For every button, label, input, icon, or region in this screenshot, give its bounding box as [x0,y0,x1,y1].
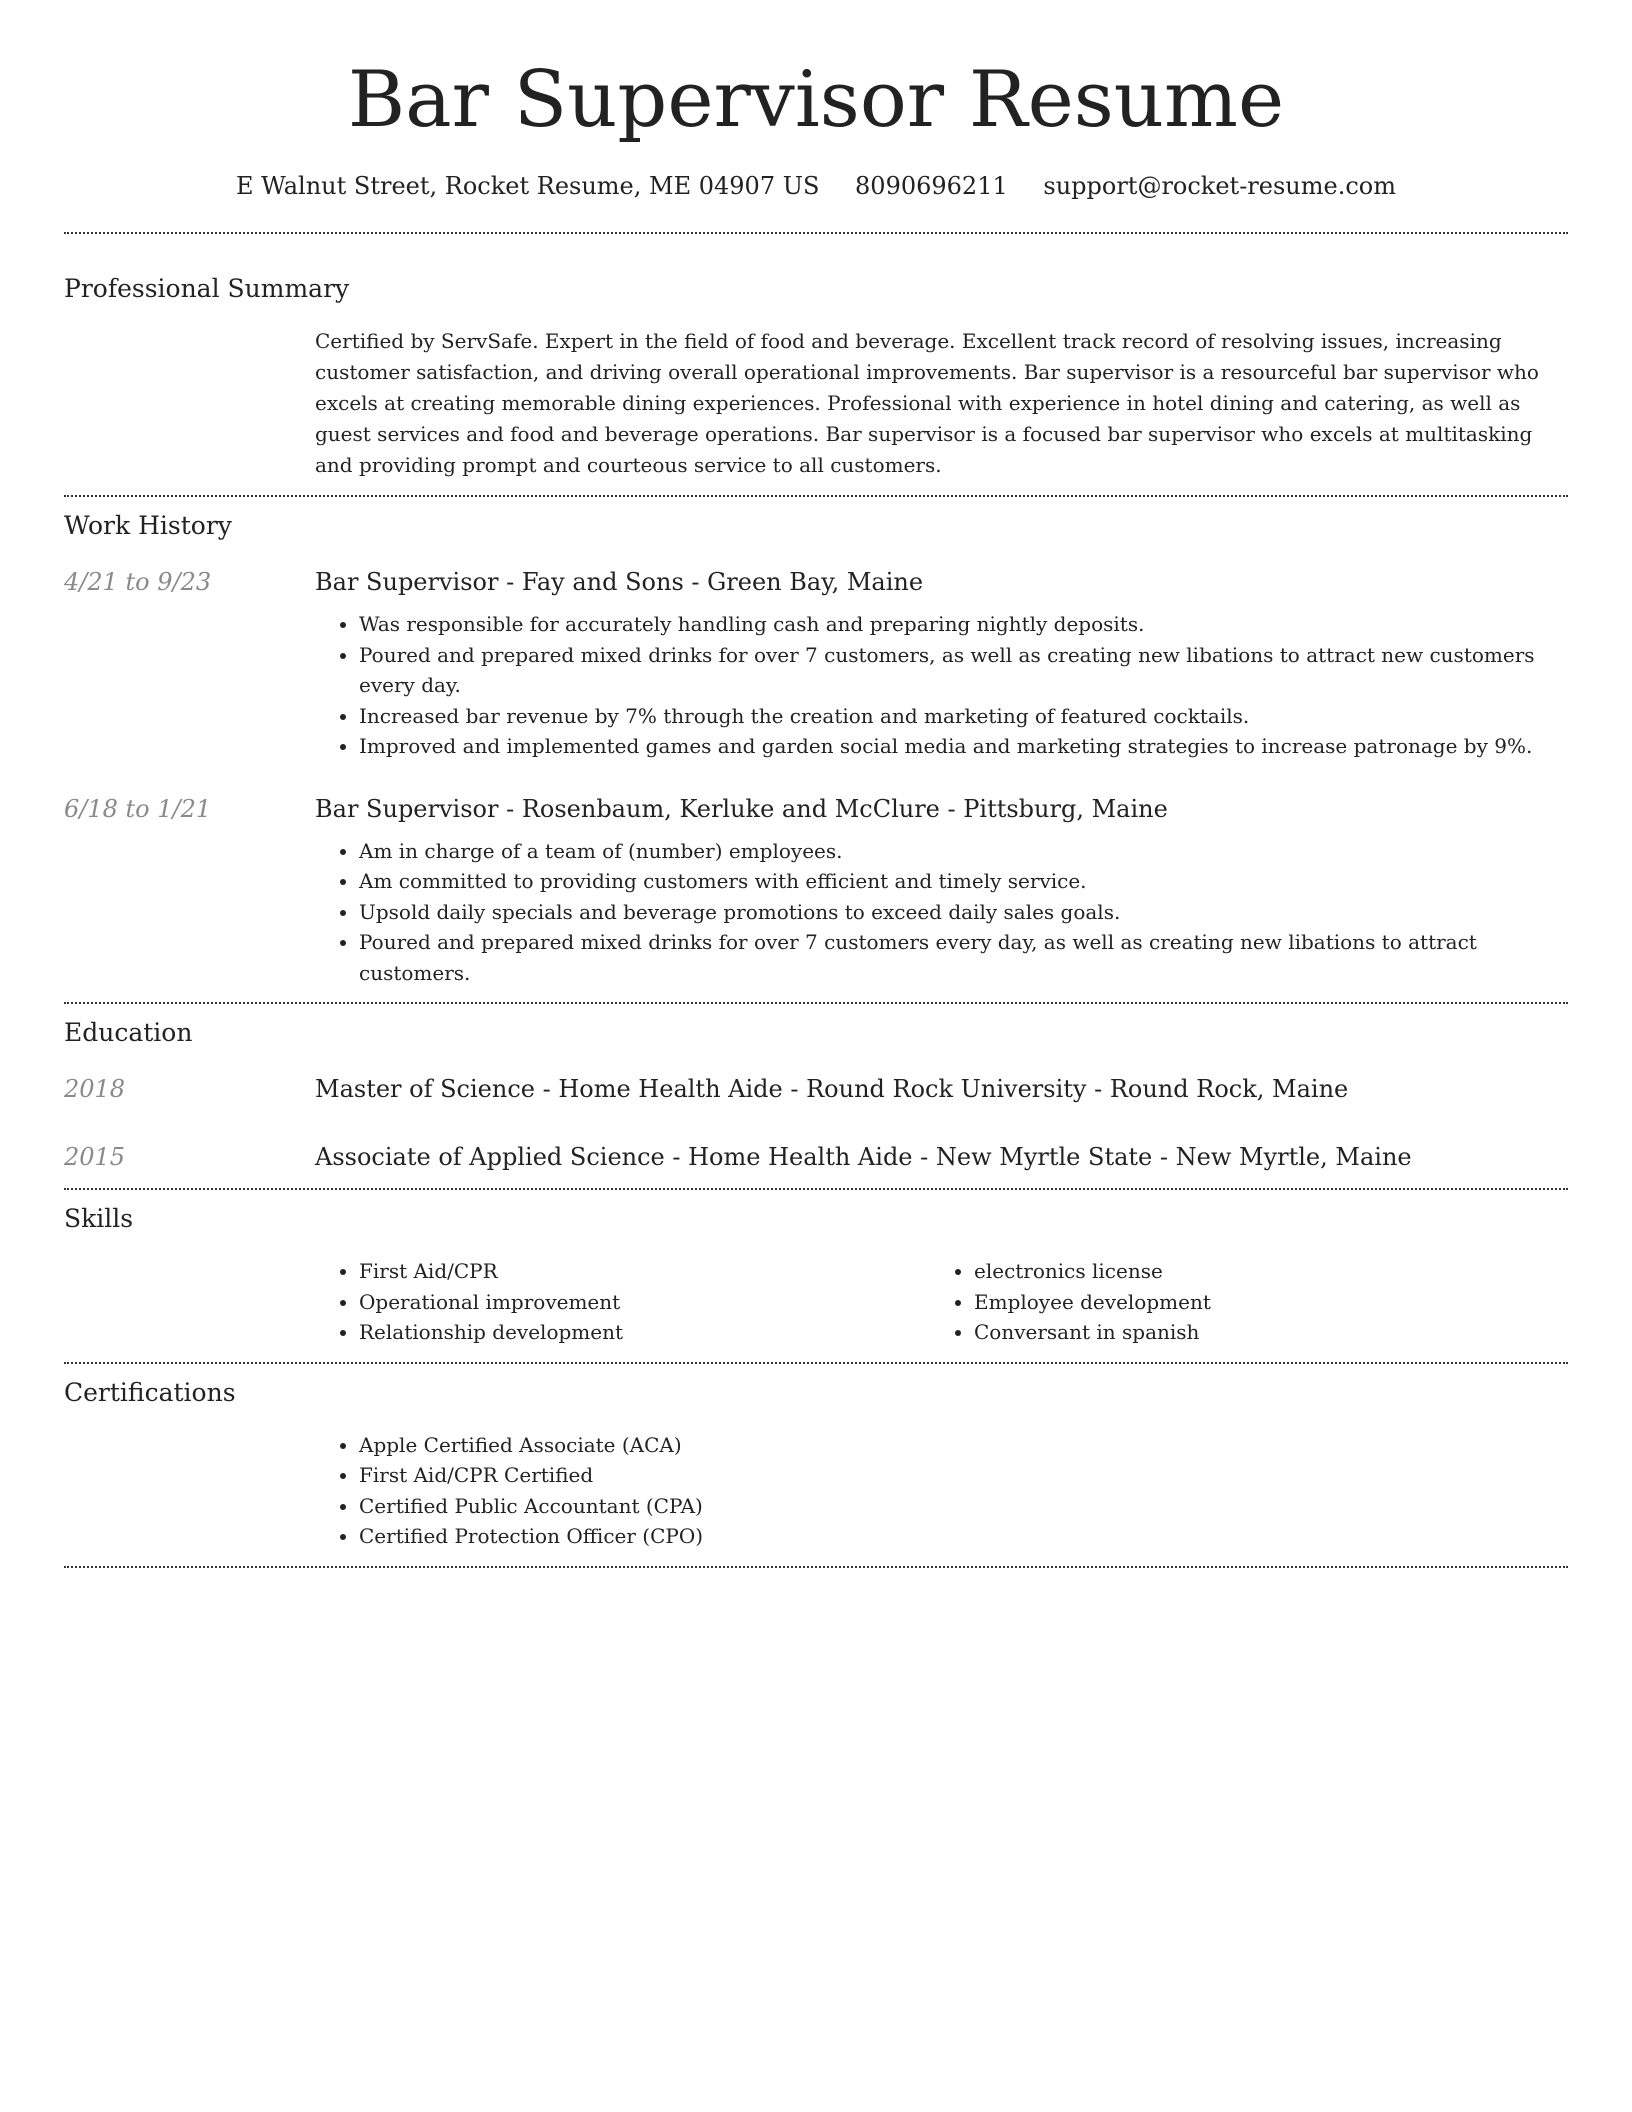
section-education [64,1004,1568,1188]
job-bullets [315,836,1568,989]
list-item: • Certified Protection Officer (CPO) [359,1521,1568,1552]
section-summary [64,234,1568,495]
list-item: • Poured and prepared mixed drinks for over 7 customers every day, as well as creating new libations to attract customers. [359,927,1568,988]
list-item: • Apple Certified Associate (ACA) [359,1430,1568,1461]
job-heading: Bar Supervisor - Rosenbaum, Kerluke and McClure - Pittsburg, Maine [315,794,1168,823]
skills-column-right [930,1256,1545,1348]
education-heading [315,1072,1568,1106]
list-item: • Increased bar revenue by 7% through the creation and marketing of featured cocktails. [359,701,1568,732]
education-degree: Master of Science - Home Health Aide [315,1075,783,1103]
list-item: • Upsold daily specials and beverage promotions to exceed daily sales goals. [359,897,1568,928]
section-work-history [64,497,1568,1002]
education-entry [64,1140,1568,1174]
section-title-work-history: Work History [64,511,232,540]
job-dates: 6/18 to 1/21 [64,794,212,823]
list-item: • First Aid/CPR [359,1256,930,1287]
skills-column-left [315,1256,930,1348]
list-item: • Operational improvement [359,1287,930,1318]
job-dates: 4/21 to 9/23 [64,568,212,596]
section-title-skills: Skills [64,1204,134,1233]
job-bullets [315,609,1568,762]
education-year: 2015 [64,1143,126,1171]
education-school: - Round Rock University - Round Rock, Maine [782,1075,1349,1103]
list-item: • First Aid/CPR Certified [359,1460,1568,1491]
resume-title: Bar Supervisor Resume [347,55,1285,145]
list-item: • electronics license [974,1256,1545,1287]
contact-email: support@rocket-resume.com [1043,172,1396,200]
list-item: • Am committed to providing customers with efficient and timely service. [359,866,1568,897]
contact-address: E Walnut Street, Rocket Resume, ME 04907 US [236,172,820,200]
education-heading [315,1140,1568,1174]
contact-phone: 8090696211 [855,172,1008,200]
list-item: • Improved and implemented games and garden social media and marketing strategies to increase patronage by 9%. [359,731,1568,762]
list-item: • Poured and prepared mixed drinks for over 7 customers, as well as creating new libations to attract new customers every day. [359,640,1568,701]
education-year: 2018 [64,1075,126,1103]
job-heading: Bar Supervisor - Fay and Sons - Green Bay, Maine [315,568,924,596]
job-entry [64,792,1568,989]
section-title-education: Education [64,1018,193,1047]
list-item: • Employee development [974,1287,1545,1318]
summary-text: Certified by ServSafe. Expert in the field of food and beverage. Excellent track record of resolving issues, increasing customer satisfaction, and driving overall operational improvements. Bar supervisor is a resourceful bar supervisor who excels at creating memorable dining experiences. Professional with experience in hotel dining and catering, as well as guest services and food and beverage operations. Bar supervisor is a focused bar supervisor who excels at multitasking and providing prompt and courteous service to all customers. [315,329,1539,477]
job-entry [64,565,1568,762]
section-title-summary: Professional Summary [64,274,350,303]
resume-page [64,0,1568,1568]
list-item: • Relationship development [359,1317,930,1348]
certifications-list [315,1430,1568,1552]
list-item: • Was responsible for accurately handling cash and preparing nightly deposits. [359,609,1568,640]
education-entry [64,1072,1568,1106]
list-item: • Certified Public Accountant (CPA) [359,1491,1568,1522]
section-divider [64,1566,1568,1568]
list-item: • Am in charge of a team of (number) employees. [359,836,1568,867]
list-item: • Conversant in spanish [974,1317,1545,1348]
contact-info [64,170,1568,202]
education-school: - New Myrtle State - New Myrtle, Maine [912,1143,1412,1171]
education-degree: Associate of Applied Science - Home Health Aide [315,1143,913,1171]
section-certifications [64,1364,1568,1566]
section-skills [64,1190,1568,1362]
section-title-certifications: Certifications [64,1377,236,1407]
